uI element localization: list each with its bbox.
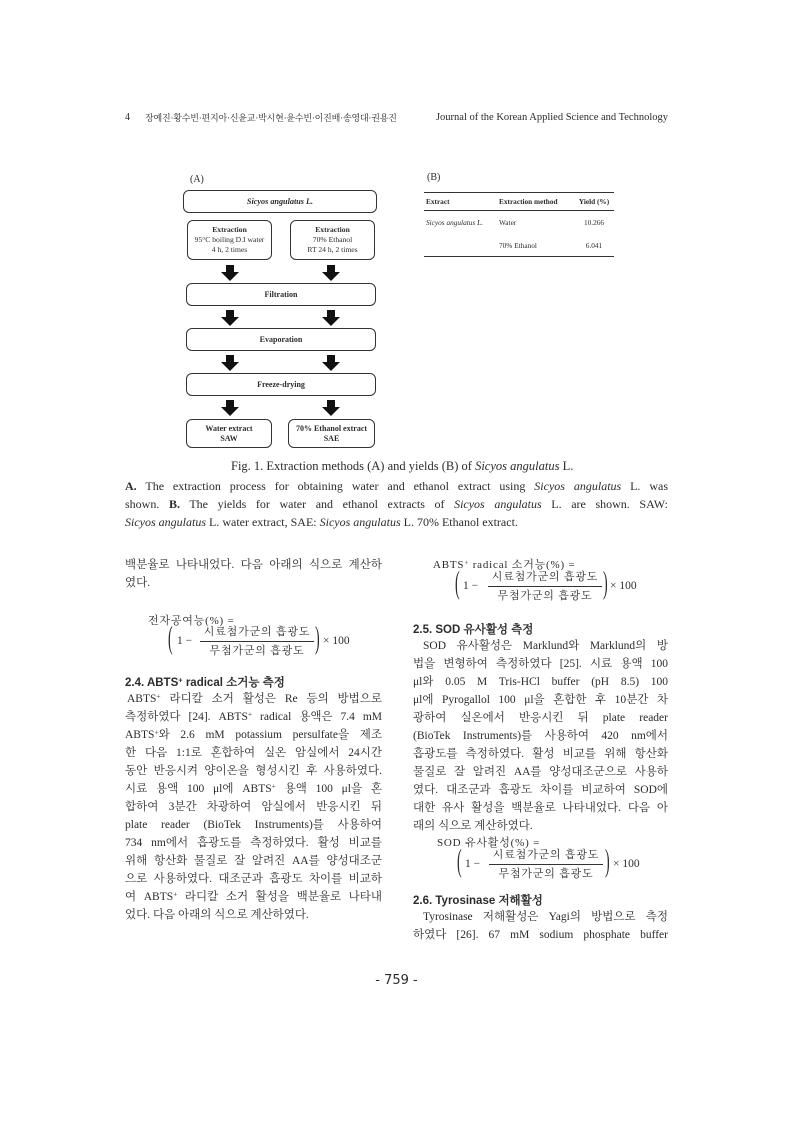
italic-text: Sicyos angulatus <box>475 459 560 473</box>
down-arrow-icon <box>221 355 239 371</box>
text-line <box>413 709 668 727</box>
text-line <box>413 817 668 835</box>
times-100: × 100 <box>610 580 637 592</box>
text-line <box>125 870 382 888</box>
panel-b-label: (B) <box>427 172 441 183</box>
text-span: μl와 0.05 M Tris-HCl buffer (pH 8.5) 100 <box>413 676 668 688</box>
text-line <box>413 727 668 745</box>
paragraph-2-4 <box>125 690 382 924</box>
one-minus: 1 − <box>465 858 481 870</box>
text-line <box>413 926 668 944</box>
text-span: ABTS <box>127 693 157 705</box>
text-line <box>413 781 668 799</box>
ethanol-extraction-box <box>290 220 375 260</box>
fraction <box>200 625 314 658</box>
fraction <box>488 570 602 603</box>
box-title: Extraction <box>315 225 350 234</box>
close-paren: ) <box>603 567 608 603</box>
extract-code: SAW <box>220 433 238 443</box>
panel-a-label: (A) <box>190 174 204 185</box>
text-span: 물질로 잘 알려진 AA를 양성대조군으로 사용하 <box>413 766 668 778</box>
open-paren: ( <box>168 622 173 658</box>
times-100: × 100 <box>613 858 640 870</box>
text-span: 한 다음 1:1로 혼합하여 실온 암실에서 24시간 <box>125 747 382 759</box>
paragraph-continuation <box>125 556 382 592</box>
text-span: The yields for water and ethanol extracts of <box>179 497 455 511</box>
text-span: Fig. 1. Extraction methods (A) and yields (B) of <box>231 459 476 473</box>
down-arrow-icon <box>322 310 340 326</box>
italic-text: Sicyos angulatus <box>319 515 401 529</box>
text-line <box>125 495 668 513</box>
down-arrow-icon <box>221 400 239 416</box>
text-line <box>413 691 668 709</box>
page-number: 4 <box>125 112 130 123</box>
text-span: radical 용액은 7.4 mM <box>252 711 382 723</box>
author-list: 장예진·황수빈·편지아·신윤교·박시현·윤수빈·이진배·송영대·권용진 <box>145 113 397 123</box>
text-span: ABTS <box>433 559 465 571</box>
text-span: L. was <box>621 479 669 493</box>
text-span: μl에 Pyrogallol 100 μl을 혼합한 후 10분간 차 <box>413 694 668 706</box>
table-cell-yield: 6.041 <box>572 234 614 257</box>
column-header: Extraction method <box>497 193 572 211</box>
text-span: ABTS <box>125 729 155 741</box>
column-header: Yield (%) <box>572 193 614 211</box>
text-span: L. are shown. SAW: <box>541 497 668 511</box>
text-span: 2.5. SOD 유사활성 측정 <box>413 624 534 636</box>
bold-text: B. <box>168 497 180 511</box>
text-span: 백분율로 나타내었다. 다음 아래의 식으로 계산하 <box>125 559 382 571</box>
table-cell-yield: 10.266 <box>583 218 605 227</box>
text-line <box>125 556 382 574</box>
text-span: Tyrosinase 저해활성은 Yagi의 방법으로 측정 <box>423 911 668 923</box>
text-span: L. 70% Ethanol extract. <box>400 515 518 529</box>
yield-table <box>424 192 614 257</box>
down-arrow-icon <box>322 400 340 416</box>
column-header: Extract <box>424 193 497 211</box>
text-span: radical 소거능(%) = <box>469 559 576 571</box>
numerator: 시료첨가군의 흡광도 <box>489 848 603 865</box>
text-line <box>125 744 382 762</box>
paragraph-2-5 <box>413 637 668 835</box>
extract-code: SAE <box>323 433 340 443</box>
superscript: + <box>271 781 276 791</box>
step-label: Evaporation <box>259 334 303 344</box>
text-line <box>413 799 668 817</box>
text-span: 여 ABTS <box>125 891 174 903</box>
water-extract-box <box>186 419 272 448</box>
italic-text: Sicyos angulatus <box>534 479 622 493</box>
text-line <box>125 726 382 744</box>
freeze-drying-box <box>186 373 376 396</box>
extract-name: Water extract <box>205 423 253 433</box>
text-line <box>413 637 668 655</box>
text-span: L. water extract, SAE: <box>206 515 320 529</box>
text-span: 였다. <box>125 577 151 589</box>
text-span: plate reader (BioTek Instruments)를 사용하여 <box>125 819 382 831</box>
text-line <box>125 834 382 852</box>
open-paren: ( <box>457 845 462 881</box>
table-row <box>424 211 614 235</box>
italic-text: Sicyos angulatus <box>454 497 542 511</box>
box-duration: 4 h, 2 times <box>211 245 248 254</box>
superscript: + <box>154 727 159 737</box>
table-row <box>424 234 614 257</box>
text-span: 합하여 3분간 차광하여 암실에서 반응시킨 뒤 <box>125 801 382 813</box>
open-paren: ( <box>455 567 460 603</box>
filtration-box <box>186 283 376 306</box>
text-line <box>125 852 382 870</box>
text-line <box>125 708 382 726</box>
text-span: 라디칼 소거 활성을 백분율로 나타내 <box>177 891 382 903</box>
down-arrow-icon <box>322 265 340 281</box>
text-line <box>125 780 382 798</box>
page-footer-number: - 759 - <box>375 973 418 988</box>
text-line <box>125 574 382 592</box>
denominator: 무첨가군의 흡광도 <box>209 645 305 657</box>
denominator: 무첨가군의 흡광도 <box>497 590 593 602</box>
step-label: Freeze-drying <box>257 379 305 389</box>
box-duration: RT 24 h, 2 times <box>307 245 358 254</box>
text-line <box>125 816 382 834</box>
text-span: L. <box>559 459 574 473</box>
superscript: + <box>464 558 470 567</box>
text-span: 광하여 실온에서 반응시킨 뒤 plate reader <box>413 712 668 724</box>
text-span: 였다. 대조군과 흡광도 차이를 비교하여 SOD에 <box>413 784 668 796</box>
text-span: SOD 유사활성(%) = <box>437 837 541 849</box>
journal-title: Journal of the Korean Applied Science and Technology <box>435 112 668 123</box>
superscript: + <box>156 691 161 701</box>
text-span: 시료 용액 100 μl에 ABTS <box>125 783 272 795</box>
text-span: 측정하였다 [24]. ABTS <box>125 711 248 723</box>
box-title: Extraction <box>212 225 247 234</box>
text-span: 었다. 다음 아래의 식으로 계산하였다. <box>125 909 309 921</box>
evaporation-box <box>186 328 376 351</box>
text-span: radical 소거능 측정 <box>182 677 285 689</box>
text-span: (BioTek Instruments)를 사용하여 420 nm에서 <box>413 730 668 742</box>
text-span: 2.4. ABTS <box>125 677 179 689</box>
text-span: 2.6. Tyrosinase 저해활성 <box>413 895 543 907</box>
table-header-row <box>424 193 614 211</box>
box-condition: 95°C boiling D.I water <box>194 235 265 244</box>
text-span: 법을 변형하여 측정하였다 [25]. 시료 용액 100 <box>413 658 668 670</box>
text-line <box>125 762 382 780</box>
figure-caption <box>231 457 573 475</box>
text-line <box>125 798 382 816</box>
down-arrow-icon <box>322 355 340 371</box>
denominator: 무첨가군의 흡광도 <box>498 868 594 880</box>
text-line <box>125 906 382 924</box>
text-span: 라디칼 소거 활성은 Re 등의 방법으로 <box>160 693 382 705</box>
text-span: 대한 유사 활성을 백분율로 나타내었다. 다음 아 <box>413 802 668 814</box>
text-line <box>125 513 668 531</box>
superscript: + <box>173 889 178 899</box>
figure-description <box>125 477 668 531</box>
text-line <box>413 655 668 673</box>
down-arrow-icon <box>221 265 239 281</box>
text-line <box>413 745 668 763</box>
bold-text: A. <box>125 479 137 493</box>
text-span: 래의 식으로 계산하였다. <box>413 820 533 832</box>
water-extraction-box <box>187 220 272 260</box>
times-100: × 100 <box>323 635 350 647</box>
text-span: SOD 유사활성은 Marklund와 Marklund의 방 <box>423 640 668 652</box>
text-span: 으로 사용하였다. 대조군과 흡광도 차이를 비교하 <box>125 873 382 885</box>
paragraph-2-6 <box>413 908 668 944</box>
text-span: 하였다 [26]. 67 mM sodium phosphate buffer <box>413 929 668 941</box>
text-span: 동안 반응시켜 양이온을 형성시킨 후 사용하였다. <box>125 765 382 777</box>
step-label: Filtration <box>264 289 298 299</box>
text-line <box>125 888 382 906</box>
superscript: + <box>247 709 253 719</box>
down-arrow-icon <box>221 310 239 326</box>
table-cell-extract: Sicyos angulatus L. <box>426 218 483 227</box>
table-cell-extract <box>424 234 497 257</box>
italic-text: Sicyos angulatus <box>125 515 206 529</box>
one-minus: 1 − <box>177 635 193 647</box>
numerator: 시료첨가군의 흡광도 <box>488 570 602 587</box>
close-paren: ) <box>315 622 320 658</box>
text-span: 용액 100 μl을 혼 <box>275 783 382 795</box>
numerator: 시료첨가군의 흡광도 <box>200 625 314 642</box>
text-span: 흡광도를 측정하였다. 활성 비교를 위해 항산화 <box>413 748 668 760</box>
text-span: 위해 항산화 물질로 잘 알려진 AA를 양성대조군 <box>125 855 382 867</box>
extract-name: 70% Ethanol extract <box>295 423 368 433</box>
text-line <box>413 673 668 691</box>
source-label: Sicyos angulatus L. <box>246 196 314 206</box>
text-span: The extraction process for obtaining water and ethanol extract using <box>136 479 535 493</box>
fraction <box>489 848 603 881</box>
table-cell-method: 70% Ethanol <box>497 234 572 257</box>
box-condition: 70% Ethanol <box>312 235 353 244</box>
text-line <box>413 763 668 781</box>
superscript: + <box>178 675 183 685</box>
text-line <box>125 690 382 708</box>
text-span: shown. <box>125 497 169 511</box>
text-span: 전자공여능(%) = <box>148 615 235 627</box>
text-span: 734 nm에서 흡광도를 측정하였다. 활성 비교를 <box>125 837 382 849</box>
text-span: 와 2.6 mM potassium persulfate을 제조 <box>158 729 382 741</box>
text-line <box>125 477 668 495</box>
close-paren: ) <box>605 845 610 881</box>
text-line <box>413 908 668 926</box>
ethanol-extract-box <box>288 419 375 448</box>
one-minus: 1 − <box>463 580 479 592</box>
table-cell-method: Water <box>499 218 517 227</box>
source-box <box>183 190 377 213</box>
